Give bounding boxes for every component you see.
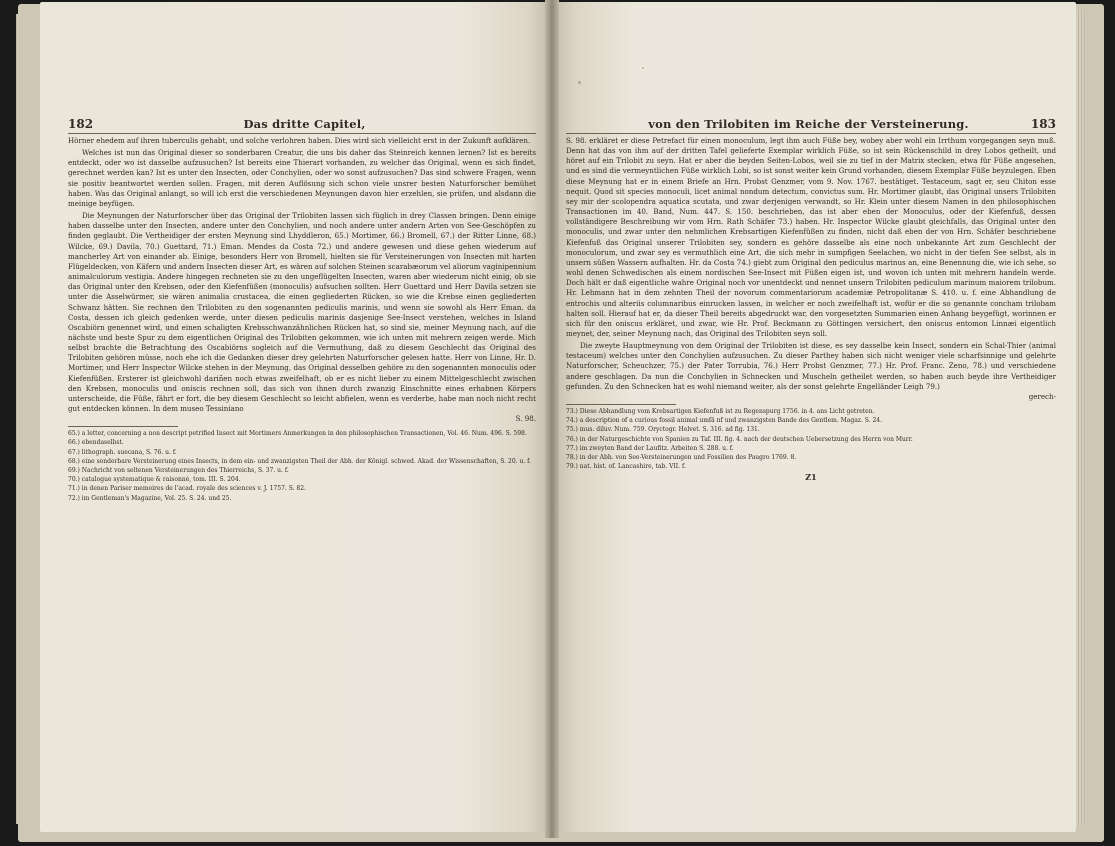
left-page-number: 182: [68, 117, 94, 131]
left-page: [40, 2, 548, 832]
footnote-rule: [68, 426, 178, 427]
footnote-rule: [566, 404, 676, 405]
footnote: 67.) lithograph. suecana, S. 76. u. f.: [68, 448, 177, 456]
footnote: 70.) catalogue systematique & raisonné, tom. III. S. 204.: [68, 476, 241, 484]
footnote: 75.) mus. diluv. Num. 759. Oryctogr. Helvet. S. 316. ad fig. 131.: [566, 426, 760, 434]
right-page: [556, 2, 1076, 832]
left-paragraph: Die Meynungen der Naturforscher über das Original der Trilobiten lassen sich füglich in drey Classen bringen. Denn einige haben dasselbe unter den Insecten, andere unter den Conchylien, und noch andere unter andern Arten von See-Geschöpfen zu finden geglaubt. Die Vertheidiger der ersten Meynung sind Lhyddleron, 65.) Mortimer, 66.) Bromell, 67.) der Ritter Linne, 68.) Wilcke, 69.) Davila, 70.) Guettard, 71.) Eman. Mendes da Costa 72.) und andere gewesen und diese gehen wiederum auf mancherley Art von einander ab. Einige, besonders Herr von Bromell, hielten sie für Versteinerungen von Insecten mit harten Flügeldecken, von Käfern und andern Insecten dieser Art, es wären auf solchen Steinen scarabæorum vel aliorum vaginipennium animalculorum vestigia. Andere hingegen rechneten sie zu den ungeflügelten Insecten, waren aber wiederum nicht einig, ob sie das Original unter den Krebsen, oder den Kiefenfüßen (monoculis) aufsuchen sollten. Herr Guettard und Herr Davila setzen sie unter die Asselwürmer, sie wären animalia crustacea, die einen gegliederten Rücken, so wie die Krebse einen gegliederten Schwanz hätten. Sie rechnen den Trilobiten zu den sogenannten pediculis marinis, und wenn sie sowohl als Herr Eman. da Costa, dessen ich gleich gedenken werde, unter diesen pediculis marinis dasjenige See-Insect verstehen, welches in Island Oscabiörn genennet wird, und einen schaligten Krebsschwanzähnlichen Rücken hat, so sind sie, meiner Meynung nach, auf die nächste und beste Spur zu dem eigentlichen Original des Trilobiten gekommen, wie ich unten mit mehrern zeigen werde. Mich selbst brachte die Betrachtung des Oscabiörns sogleich auf die Vermuthung, daß zu diesem Geschlecht das Original des Trilobiten gehören müsse, noch ehe ich die Gedanken dieser drey gelehrten Naturforscher gelesen hatte. Herr von Linne, Hr. D. Mortimer, und Herr Inspector Wilcke stehen in der Meynung, das Original desselben gehöre zu den sogenannten monoculis oder Kiefenfüßen. Ersterer ist gleichwohl dariñen noch etwas zweifelhaft, ob er es nicht lieber zu einem Mittelgeschlecht zwischen den Krebsen, monoculis und oniscis rechnen soll, das sich von ihnen durch zwanzig Einschnitte eines erhabnen Körpers unterscheide, die Füße, fährt er fort, die bey diesem Geschlecht so leicht abfielen, wenn es verderbe, habe man noch nicht recht gut entdecken können. In dem museo Tessiniano: [68, 211, 536, 414]
left-page-header: [68, 117, 536, 134]
footnote: 74.) a description of a curious fossil animal umfä nf und zwanzigsten Bande des Gentlem. Magaz. S. 24.: [566, 417, 883, 425]
book-gutter: [545, 0, 559, 838]
left-footnotes: [68, 429, 536, 503]
footnote: 69.) Nachricht von seltenen Versteinerungen des Thierreichs, S. 37. u. f.: [68, 467, 289, 475]
footnote: 66.) ebendaselbst.: [68, 439, 124, 447]
footnote: 65.) a letter, concerning a non descript petrified Insect mit Mortimers Anmerkungen in den philosophischen Transactionen, Vol. 46. Num. 496. S. 598.: [68, 430, 527, 438]
left-page-body: [68, 136, 536, 503]
right-paragraph: Die zweyte Hauptmeynung von dem Original der Trilobiten ist diese, es sey dasselbe kein Insect, sondern ein Schal-Thier (animal testaceum) welches unter den Conchylien aufzusuchen. Zu dieser Parthey haben sich nicht weniger viele scharfsinnige und gelehrte Naturforscher, Scheuchzer, 75.) der Pater Torrubia, 76.) Herr Probst Genzmer, 77.) Hr. Prof. Franc. Zeno, 78.) und verschiedene andere geschlagen. Da nun die Conchylien in Schnecken und Muscheln getheilet werden, so haben auch beyde ihre Vertheidiger gefunden. Zu den Schnecken hat es wohl niemand weiter, als der sonst gelehrte Engelländer Leigh 79.): [566, 341, 1056, 391]
right-catchword: gerech-: [1028, 391, 1056, 401]
signature-mark: Z1: [805, 472, 817, 483]
left-catchword: S. 98.: [515, 414, 536, 424]
right-page-body: [566, 136, 1056, 482]
foxing-spot: [642, 67, 644, 69]
footnote: 72.) im Gentleman's Magazine, Vol. 25. S. 24. und 25.: [68, 494, 232, 502]
footnote: 68.) eine sonderbare Versteinerung eines Insects, in dem ein- und zwanzigsten Theil der Abh. der Königl. schwed. Akad. der Wissenschaften, S. 20. u. f.: [68, 457, 532, 465]
right-running-title: von den Trilobiten im Reiche der Versteinerung.: [648, 117, 969, 131]
footnote: 76.) in der Naturgeschichte von Spanien zu Taf. III. fig. 4. nach der deutschen Uebersetzung des Herrn von Murr.: [566, 435, 913, 443]
foxing-spot: [578, 81, 581, 84]
footnote: 79.) nat. hist. of. Lancashire, tab. VII. f.: [566, 463, 686, 471]
left-running-title: Das dritte Capitel,: [243, 117, 366, 131]
left-paragraph: Welches ist nun das Original dieser so sonderbaren Creatur, die uns bis daher das Steinreich kennen lernen? Ist es bereits entdeckt, oder wo ist dasselbe aufzusuchen? Ist bereits eine Thierart vorhanden, zu welcher das Original, wenn es sich findet, gerechnet werden kan? Ist es unter den Insecten, oder Conchylien, oder wo sonst aufzusuchen? Das sind schwere Fragen, wenn sie positiv beantwortet werden sollen. Fragen, mit deren Auflösung sich schon viele unsrer besten Naturforscher bemühet haben. Was das Original anlangt, so will ich erst die verschiedenen Meynungen davon hier erzehlen, sie prüfen, und alsdann die meinige beyfügen.: [68, 148, 536, 208]
left-paragraph: Hörner ehedem auf ihren tuberculis gehabt, und solche verlohren haben. Dies wird sich vielleicht erst in der Zukunft aufklären.: [68, 136, 531, 145]
footnote: 77.) im zweyten Band der Laufitz. Arbeiten S. 288. u. f.: [566, 444, 734, 452]
footnote: 73.) Diese Abhandlung vom Krebsartigen Kiefenfuß ist zu Regenspurg 1756. in 4. ans Licht getreten.: [566, 407, 875, 415]
right-page-number: 183: [1030, 117, 1056, 131]
right-paragraph: S. 98. erkläret er diese Petrefact für einen monoculum, legt ihm auch Füße bey, wobey aber wohl ein Irrthum vorgegangen seyn muß. Denn hat das von ihm auf der dritten Tafel gelieferte Exemplar wirklich Füße, so ist sein Rückenschild in drey Lobos getheilt, und höret auf ein Trilobit zu seyn. Hat er aber die beyden Seiten-Lobos, weil sie zu tief in der Matrix stecken, etwa für Füße angesehen, und es sind die vermeyntlichen Füße wirklich Lobi, so ist sonst weiter kein Grund vorhanden, diesem Exemplar Füße beyzulegen. Eben diese Meynung hat er in einem Briefe an Hrn. Probst Genzmer, vom 9. Nov. 1767. bestätiget. Testaceum, sagt er, seu Chiton esse nequit. Quod sit species monoculi, licet animal nondum detectum, convictus sum. Hr. Mortimer glaubt, das Original unsers Trilobiten sey mir der scolopendra aquatica scutata, und zwar derjenigen verwandt, so Hr. Klein unter diesem Namen in den philosophischen Transactionen im 40. Band, Num. 447. S. 150. beschrieben, das ist aber eben der Monoculus, oder der Kiefenfuß, dessen vollständigere Beschreibung wir vom Hrn. Rath Schäfer 73.) haben. Hr. Inspector Wilcke glaubt gleichfalls, das Original unter den monoculis, und zwar unter den nehmlichen Krebsartigen Kiefenfüßen zu finden, nicht daß eben der von Hrn. Schäfer beschriebene Kiefenfuß das Original unserer Trilobiten sey, sondern es gehöre dasselbe als eine noch unbekannte Art zum Geschlecht der monoculorum, und zwar sey es vermuthlich eine Art, die sich mehr in sumpfigen Seelachen, wo nicht in der tiefen See selbst, als in unsern süßen Wassern aufhalten. Hr. da Costa 74.) giebt zum Original den pediculus marinus an, eine Benennung die, wie ich sehe, so wohl denen Schwedischen als einem nordischen See-Insect mit Füßen eigen ist, und wovon ich unten mit mehrern handeln werde. Doch hält er daß eigentliche wahre Original noch vor unentdeckt und nennet unsern Trilobiten pediculum marinum maiorem trilobum. Hr. Lehmann hat in dem zehnten Theil der novorum commentariorum academiæ Petropolitanæ S. 410. u. f. eine Abhandlung de entrochis und alteriis columnaribus einrucken lassen, in welcher er noch zweifelhaft ist, wofür er die so genannte concham trilobam halten soll. Hierauf hat er, da dieser Theil bereits abgedruckt war, den vorgesetzten Summarien einen Anhang beygefügt, worinnen er sich für den oniscus erkläret, und zwar, wie Hr. Prof. Beckmann zu Göttingen versichert, den oniscus entomon Linnæi eigentlich meynet, der, seiner Meynung nach, das Original des Trilobiten seyn soll.: [566, 136, 1056, 338]
right-footnotes: [566, 407, 1056, 471]
right-page-header: [566, 117, 1056, 134]
footnote: 78.) in der Abh. von See-Versteinerungen und Fossilien des Paugro 1769. 8.: [566, 453, 797, 461]
footnote: 71.) in denen Pariser memoires de l'acad. royale des sciences v. J. 1757. S. 82.: [68, 485, 306, 493]
